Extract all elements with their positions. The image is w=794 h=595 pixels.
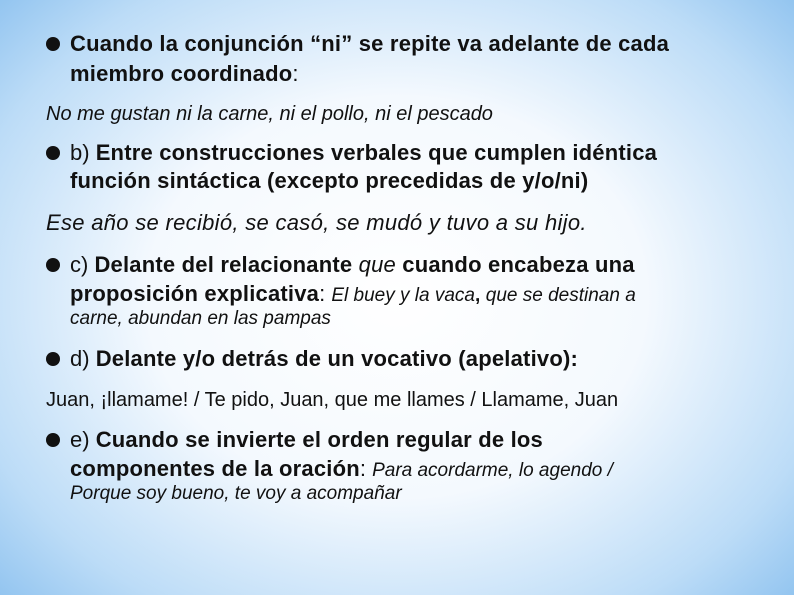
bullet-3-que: que <box>358 252 396 277</box>
example-4: Juan, ¡llamame! / Te pido, Juan, que me llames / Llamame, Juan <box>46 389 619 411</box>
bullet-3-colon: : <box>319 281 332 306</box>
bullet-item-5 <box>46 426 543 454</box>
bullet-5-colon: : <box>359 456 373 481</box>
bullet-3-example-a: El buey y la vaca <box>331 285 475 306</box>
bullet-icon <box>46 352 60 366</box>
bullet-item-2 <box>46 139 657 167</box>
bullet-icon <box>46 146 60 160</box>
example-1: No me gustan ni la carne, ni el pollo, ni el pescado <box>46 103 493 125</box>
bullet-icon <box>46 433 60 447</box>
bullet-4-prefix: d) <box>70 346 96 371</box>
bullet-5-term: componentes de la oración <box>70 456 360 481</box>
bullet-icon <box>46 37 60 51</box>
bullet-5-heading: Cuando se invierte el orden regular de los <box>95 427 543 452</box>
bullet-3-term: proposición explicativa <box>70 281 320 306</box>
bullet-1-term: miembro coordinado <box>70 61 293 86</box>
bullet-3-line3: carne, abundan en las pampas <box>70 308 331 329</box>
bullet-3-heading-b: cuando encabeza una <box>395 252 635 277</box>
bullet-2-line2: función sintáctica (excepto precedidas de y/o/ni) <box>70 168 589 193</box>
bullet-item-3 <box>46 251 635 279</box>
bullet-5-example-a: Para acordarme, lo agendo / <box>372 460 613 481</box>
bullet-1-colon: : <box>292 61 299 86</box>
bullet-4-line1 <box>70 345 578 373</box>
bullet-3-comma: , <box>475 285 481 306</box>
bullet-2-heading: Entre construcciones verbales que cumplen idéntica <box>95 140 658 165</box>
bullet-3-line1 <box>70 251 635 279</box>
bullet-4-heading: Delante y/o detrás de un vocativo (apelativo): <box>95 346 579 371</box>
bullet-5-line1 <box>70 426 543 454</box>
bullet-2-line1 <box>70 139 657 167</box>
bullet-1-line1: Cuando la conjunción “ni” se repite va adelante de cada <box>70 31 670 56</box>
bullet-2-prefix: b) <box>70 140 96 165</box>
bullet-3-example-b: que se destinan a <box>480 285 636 306</box>
bullet-3-heading-a: Delante del relacionante <box>94 252 359 277</box>
example-2: Ese año se recibió, se casó, se mudó y tuvo a su hijo. <box>46 210 587 235</box>
bullet-1-line2 <box>70 60 299 88</box>
bullet-5-prefix: e) <box>70 427 96 452</box>
bullet-3-prefix: c) <box>70 252 95 277</box>
bullet-item-1 <box>46 30 669 58</box>
bullet-item-4 <box>46 345 578 373</box>
bullet-icon <box>46 258 60 272</box>
bullet-5-line3: Porque soy bueno, te voy a acompañar <box>70 483 402 504</box>
